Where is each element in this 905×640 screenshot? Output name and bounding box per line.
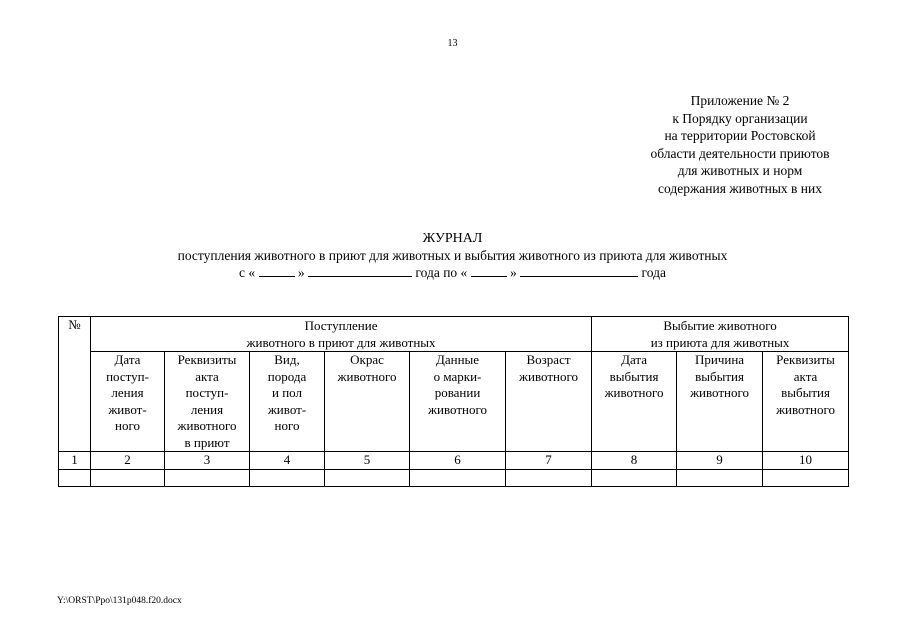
blank-month-from[interactable] [308,265,412,277]
column-header-age: Возраст животного [506,352,592,452]
column-number-row [59,452,849,470]
group-header-line: животного в приют для животных [246,334,436,350]
column-header-species: Вид, порода и пол живот- ного [250,352,325,452]
appendix-line: области деятельности приютов [650,145,830,161]
table-subheader-row [59,352,849,452]
appendix-line: к Порядку организации [672,110,808,126]
date-year-end: года [641,265,666,280]
column-number: 10 [763,452,849,470]
appendix-line: содержания животных в них [658,180,822,196]
column-number: 8 [592,452,677,470]
table-cell[interactable] [410,469,506,486]
group-header-line: из приюта для животных [650,334,790,350]
journal-subtitle: поступления животного в приют для животных и выбытия животного из приюта для животных [177,248,728,263]
journal-title: ЖУРНАЛ [422,231,483,246]
group-header-outflow [592,317,849,352]
blank-month-to[interactable] [520,265,638,277]
column-header-outflow-date: Дата выбытия животного [592,352,677,452]
quote-close: » [510,265,517,280]
quote-close: » [297,265,305,280]
table-cell[interactable] [59,469,91,486]
column-header-marking: Данные о марки- ровании животного [410,352,506,452]
column-header-number: № [59,317,91,452]
column-header-color: Окрас животного [325,352,410,452]
blank-day-from[interactable] [259,265,295,277]
appendix-block [620,92,860,197]
date-year-to: года по « [415,265,468,280]
appendix-line: для животных и норм [677,163,803,178]
table-cell[interactable] [592,469,677,486]
appendix-line: на территории Ростовской [664,128,816,143]
date-range-line [0,264,905,281]
table-row [59,469,849,486]
column-number: 5 [325,452,410,470]
column-number: 2 [91,452,165,470]
column-number: 9 [677,452,763,470]
column-header-outflow-reason: Причина выбытия животного [677,352,763,452]
journal-table [58,316,849,487]
table-cell[interactable] [677,469,763,486]
date-from-prefix: с « [239,265,256,280]
table-cell[interactable] [763,469,849,486]
column-header-outflow-act: Реквизиты акта выбытия животного [763,352,849,452]
column-number: 1 [59,452,91,470]
page-number: 13 [447,38,458,49]
table-cell[interactable] [250,469,325,486]
table-cell[interactable] [165,469,250,486]
column-number: 3 [165,452,250,470]
table-header-row [59,317,849,352]
table-cell[interactable] [325,469,410,486]
footer-file-path: Y:\ORST\Ppo\131p048.f20.docx [57,596,182,606]
blank-day-to[interactable] [471,265,507,277]
column-number: 4 [250,452,325,470]
column-header-intake-date: Дата поступ- ления живот- ного [91,352,165,452]
document-title-block [0,230,905,281]
table-cell[interactable] [91,469,165,486]
column-number: 6 [410,452,506,470]
column-number: 7 [506,452,592,470]
group-header-line: Поступление [304,318,378,333]
appendix-line: Приложение № 2 [690,93,790,108]
group-header-intake [91,317,592,352]
column-header-intake-act: Реквизиты акта поступ- ления животного в приют [165,352,250,452]
table-cell[interactable] [506,469,592,486]
group-header-line: Выбытие животного [663,318,777,333]
